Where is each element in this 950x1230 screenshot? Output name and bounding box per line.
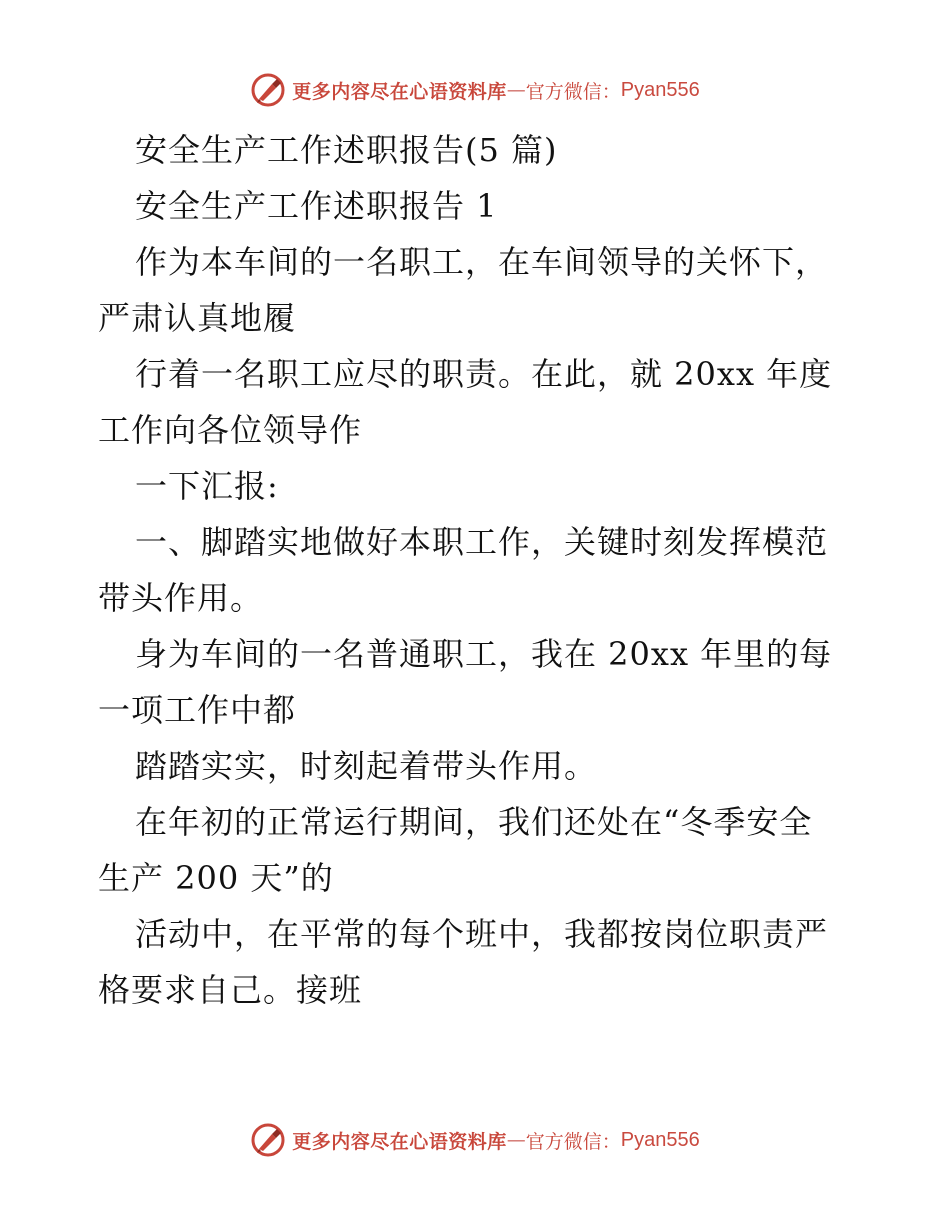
pen-logo-icon <box>250 72 286 108</box>
banner-wechat-label: 官方微信： <box>525 1130 621 1153</box>
paragraph-line: 一、脚踏实地做好本职工作，关键时刻发挥模范 <box>135 523 829 561</box>
paragraph-line: 一项工作中都 <box>98 691 297 729</box>
banner-wechat-label: 官方微信： <box>525 80 621 103</box>
paragraph-line: 工作向各位领导作 <box>98 411 363 449</box>
banner-text: 更多内容尽在心语资料库 <box>292 1130 507 1153</box>
banner-wechat-id: Pyan556 <box>620 78 700 101</box>
footer-banner <box>0 1120 950 1160</box>
paragraph-line: 生产 200 天”的 <box>98 859 334 897</box>
pen-logo-icon <box>250 1122 286 1158</box>
doc-title: 安全生产工作述职报告(5 篇) <box>135 131 558 169</box>
banner-wechat-id: Pyan556 <box>620 1128 700 1151</box>
paragraph-line: 作为本车间的一名职工，在车间领导的关怀下， <box>135 243 829 281</box>
paragraph-line: 格要求自己。接班 <box>98 971 363 1009</box>
banner-text: 更多内容尽在心语资料库 <box>292 80 507 103</box>
paragraph-line: 身为车间的一名普通职工，我在 20xx 年里的每 <box>135 635 833 673</box>
paragraph-line: 行着一名职工应尽的职责。在此，就 20xx 年度 <box>135 355 833 393</box>
paragraph-line: 活动中，在平常的每个班中，我都按岗位职责严 <box>135 915 829 953</box>
paragraph-line: 带头作用。 <box>98 579 264 617</box>
banner-separator: — <box>506 79 526 101</box>
section-heading: 安全生产工作述职报告 1 <box>135 187 498 225</box>
document-body <box>98 122 850 1018</box>
paragraph-line: 严肃认真地履 <box>98 299 297 337</box>
banner-separator: — <box>506 1129 526 1151</box>
header-banner <box>0 70 950 110</box>
paragraph-line: 一下汇报: <box>135 467 279 505</box>
paragraph-line: 踏踏实实，时刻起着带头作用。 <box>135 747 598 785</box>
paragraph-line: 在年初的正常运行期间，我们还处在“冬季安全 <box>135 803 813 841</box>
